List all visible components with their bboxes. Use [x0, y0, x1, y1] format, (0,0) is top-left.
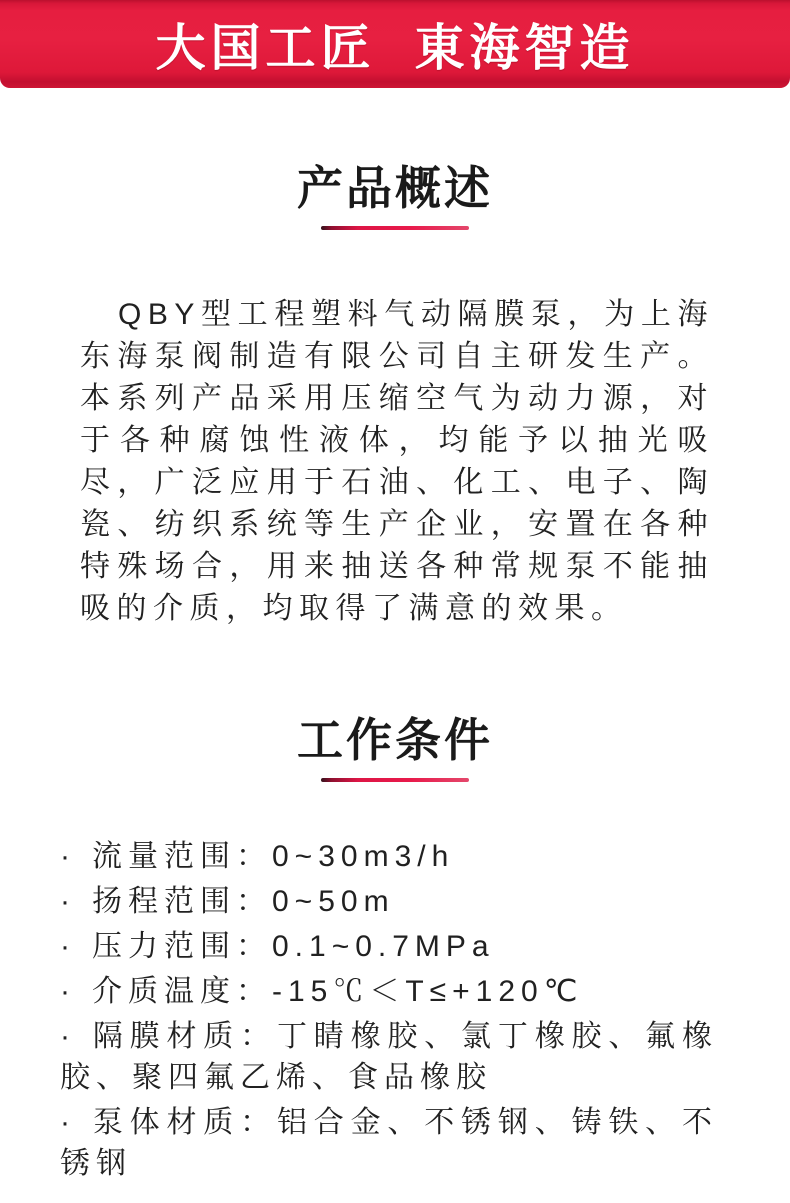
bullet-dot-icon: · [60, 975, 76, 1008]
bullet-dot-icon: · [60, 840, 76, 873]
overview-section-title: 产品概述 [297, 162, 493, 214]
bullet-dot-icon: · [60, 1020, 76, 1053]
spec-item-text: 介质温度：-15℃＜T≤+120℃ [92, 975, 584, 1008]
overview-title-underline [321, 226, 469, 230]
spec-item-pressure-range [60, 926, 718, 967]
brand-banner-title: 大国工匠 東海智造 [155, 20, 635, 76]
working-conditions-section [0, 716, 790, 1184]
spec-item-head-range [60, 881, 718, 922]
spec-item-flow-range [60, 836, 718, 877]
working-conditions-list [60, 836, 718, 1184]
bullet-dot-icon: · [60, 1106, 76, 1139]
spec-item-medium-temperature [60, 971, 718, 1012]
bullet-dot-icon: · [60, 885, 76, 918]
spec-item-text: 泵体材质：铝合金、不锈钢、铸铁、不锈钢 [60, 1106, 718, 1180]
spec-item-text: 流量范围：0~30m3/h [92, 840, 455, 873]
overview-paragraph: QBY型工程塑料气动隔膜泵，为上海东海泵阀制造有限公司自主研发生产。本系列产品采用压缩空气为动力源，对于各种腐蚀性液体，均能予以抽光吸尽，广泛应用于石油、化工、电子、陶瓷、纺织系统等生产企业，安置在各种特殊场合，用来抽送各种常规泵不能抽吸的介质，均取得了满意的效果。 [80, 298, 714, 625]
working-title-underline [321, 778, 469, 782]
spec-item-text: 压力范围：0.1~0.7MPa [92, 930, 495, 963]
bullet-dot-icon: · [60, 930, 76, 963]
brand-banner [0, 0, 790, 88]
spec-item-text: 扬程范围：0~50m [92, 885, 395, 918]
spec-item-diaphragm-material [60, 1016, 718, 1098]
product-overview-section [0, 164, 790, 630]
spec-item-pump-body-material [60, 1102, 718, 1184]
spec-item-text: 隔膜材质：丁睛橡胶、氯丁橡胶、氟橡胶、聚四氟乙烯、食品橡胶 [60, 1020, 718, 1094]
working-conditions-title: 工作条件 [297, 714, 493, 766]
